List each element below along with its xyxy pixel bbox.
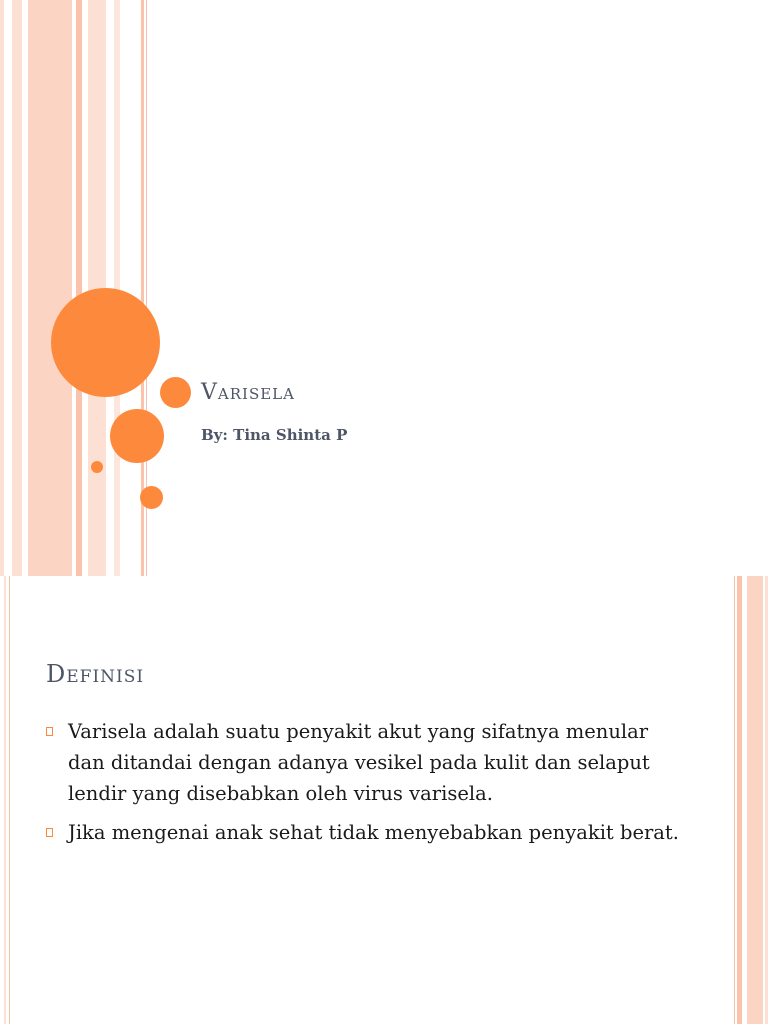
decorative-stripe xyxy=(76,0,82,576)
bullet-list xyxy=(46,716,686,856)
slide-title: Varisela xyxy=(201,380,295,405)
decorative-stripe xyxy=(28,0,72,576)
decorative-stripe xyxy=(12,0,22,576)
decorative-stripe xyxy=(4,576,6,1024)
hollow-square-bullet-icon xyxy=(46,828,53,837)
decorative-circle-small xyxy=(160,377,191,408)
decorative-stripe xyxy=(737,576,742,1024)
hollow-square-bullet-icon xyxy=(46,727,53,736)
list-item xyxy=(46,817,686,848)
decorative-circle-medium xyxy=(110,409,164,463)
bullet-text: Jika mengenai anak sehat tidak menyebabkan penyakit berat. xyxy=(68,821,679,844)
decorative-stripe xyxy=(734,576,735,1024)
bullet-text: Varisela adalah suatu penyakit akut yang sifatnya menular dan ditandai dengan adanya vesikel pada kulit dan selaput lendir yang disebabkan oleh virus varisela. xyxy=(68,720,650,805)
decorative-stripe xyxy=(9,576,10,1024)
content-slide xyxy=(0,576,768,1024)
decorative-stripe xyxy=(0,0,4,576)
decorative-stripe xyxy=(747,576,763,1024)
decorative-circle-large xyxy=(51,288,160,397)
decorative-circle-tiny xyxy=(91,461,103,473)
decorative-circle-small xyxy=(140,486,163,509)
slide-title: Definisi xyxy=(46,660,145,688)
slide-subtitle: By: Tina Shinta P xyxy=(201,426,348,444)
list-item xyxy=(46,716,686,809)
